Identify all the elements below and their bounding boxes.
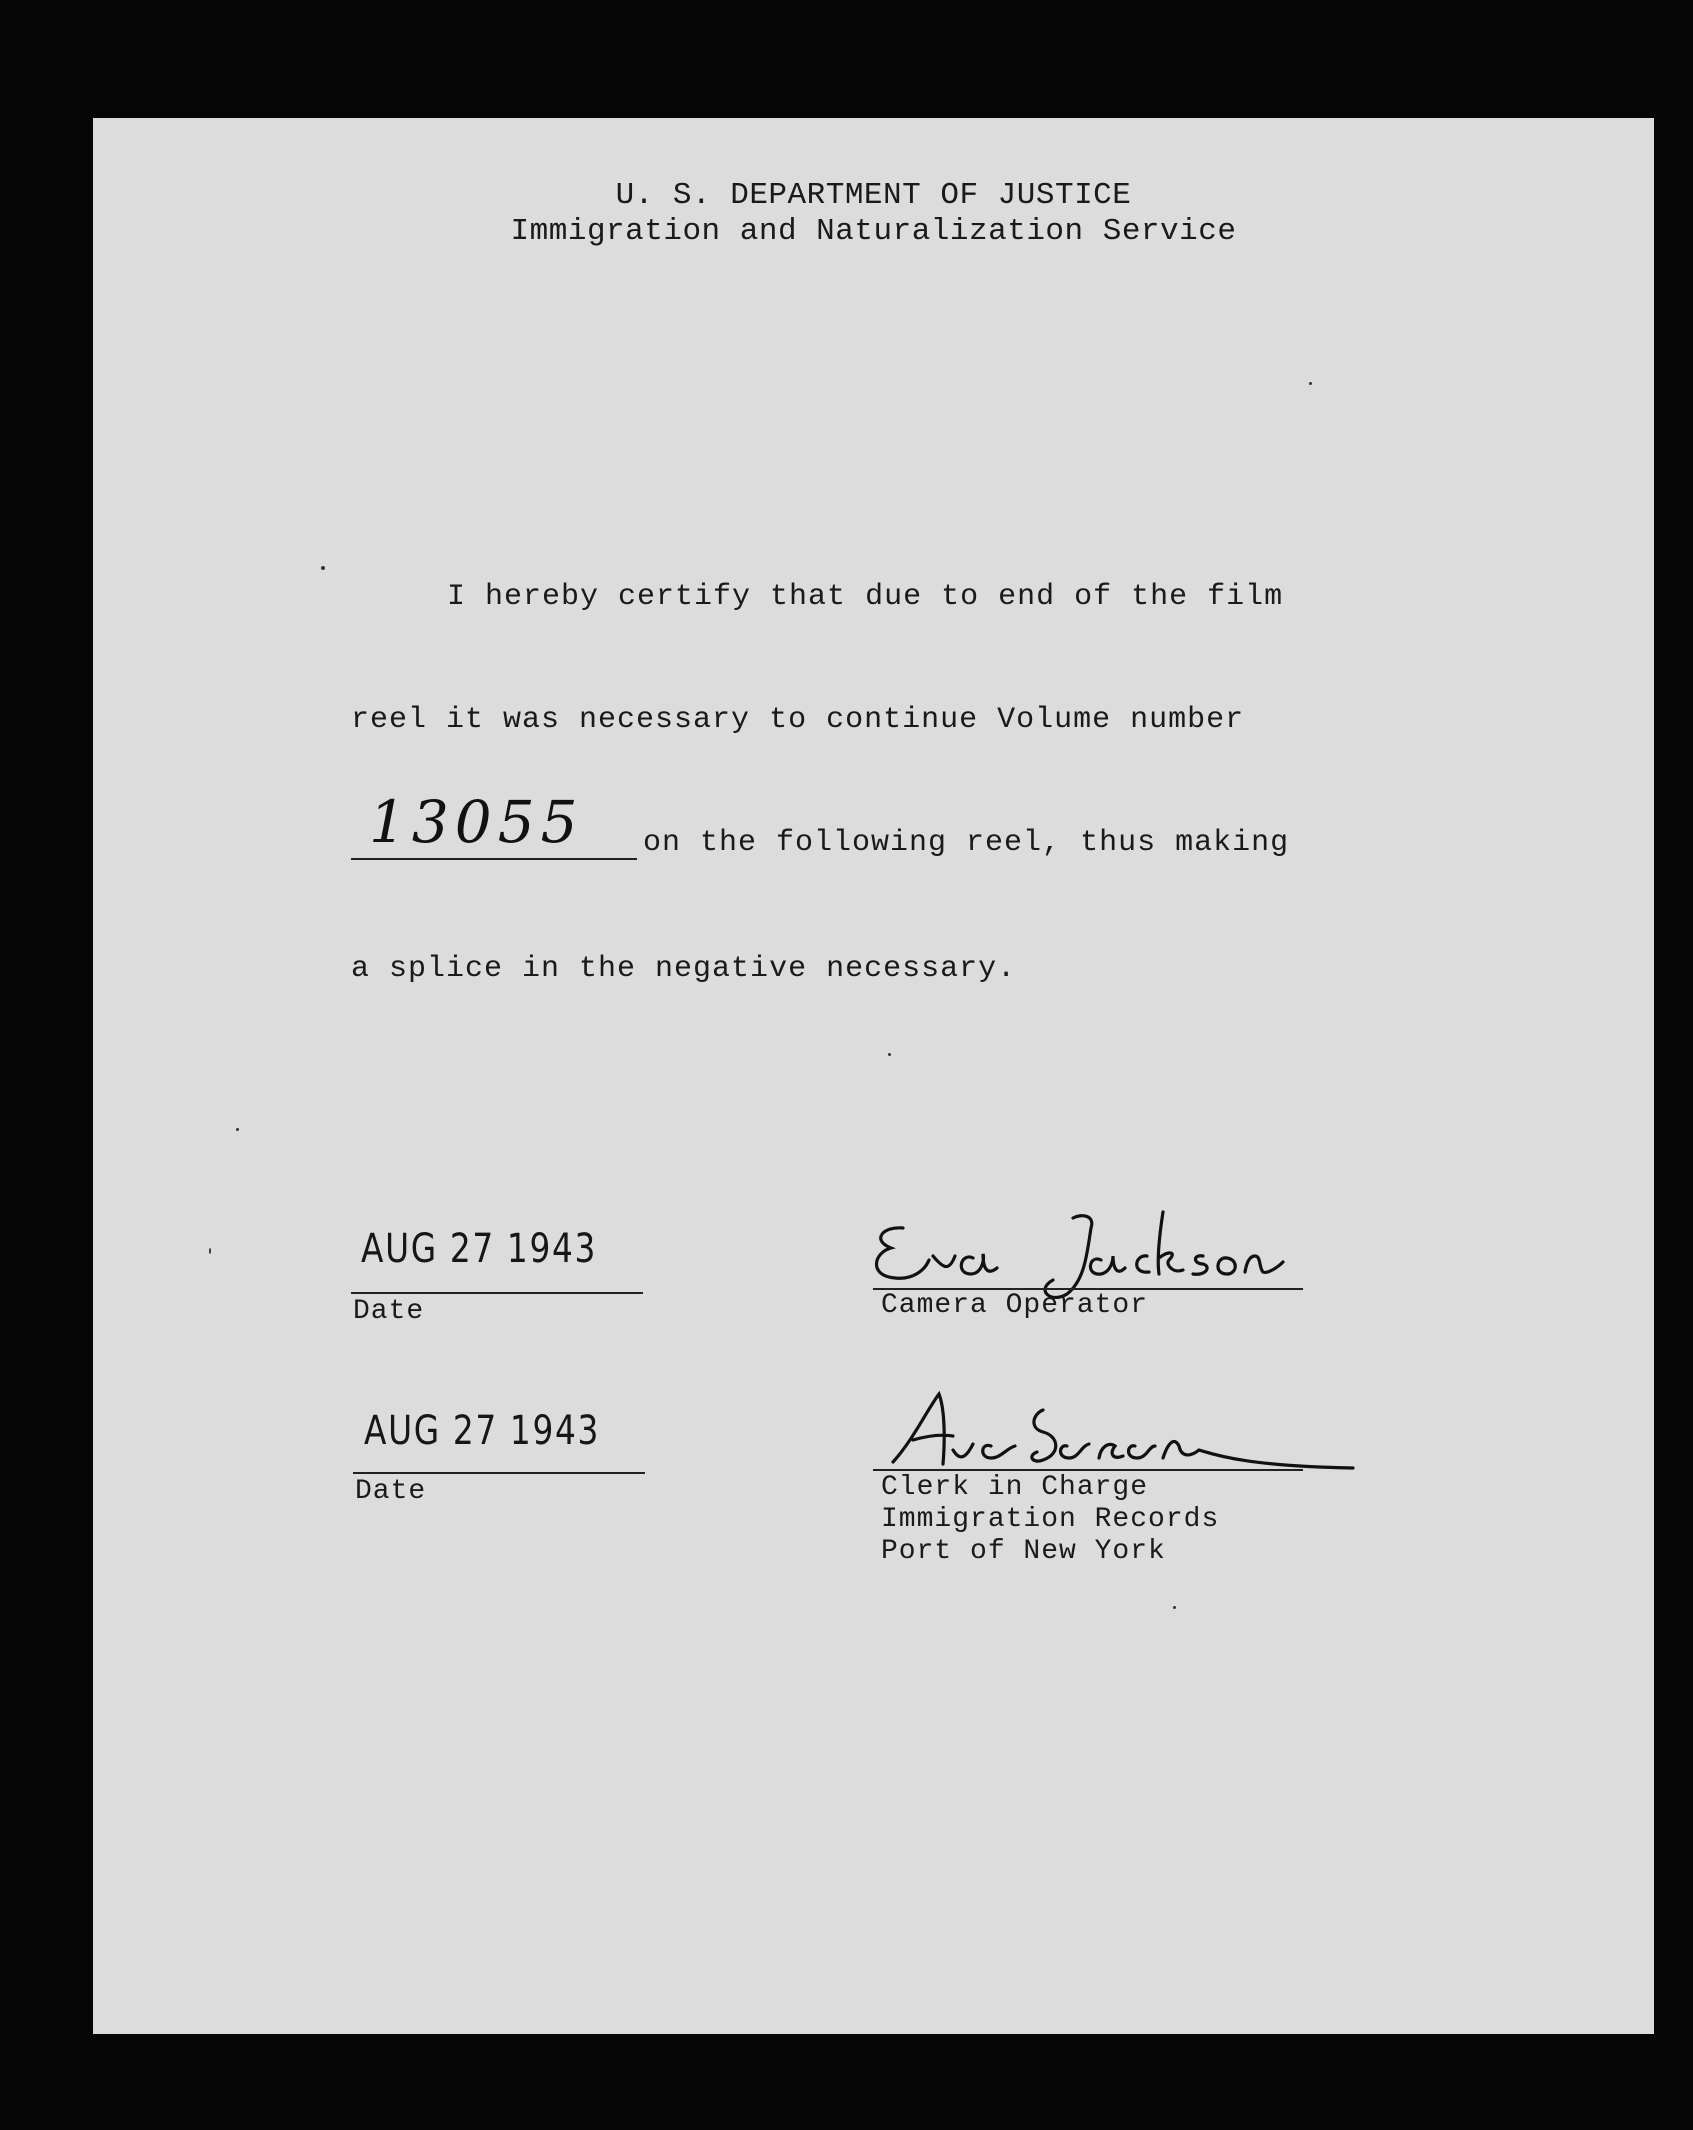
operator-date-stamp: AUG 27 1943 [361,1226,597,1272]
paper-sheet [93,118,1654,2034]
certificate-line-4: a splice in the negative necessary. [351,952,1017,986]
clerk-label-office: Immigration Records [881,1504,1220,1535]
scan-speck [209,1248,211,1254]
scan-speck [321,566,325,570]
scan-speck [236,1128,239,1131]
clerk-date-stamp: AUG 27 1943 [364,1408,600,1454]
certificate-line-3: on the following reel, thus making [643,826,1290,860]
clerk-signature [883,1380,1363,1480]
scan-speck [1309,382,1312,385]
clerk-label-port: Port of New York [881,1536,1166,1567]
department-heading: U. S. DEPARTMENT OF JUSTICE [615,178,1132,213]
operator-date-rule [351,1292,643,1294]
certificate-line-1: I hereby certify that due to end of the film [447,580,1284,614]
clerk-rule [873,1469,1303,1471]
volume-number-handwritten: 13055 [369,788,584,856]
clerk-label-title: Clerk in Charge [881,1472,1149,1503]
clerk-date-label: Date [355,1476,427,1507]
clerk-date-rule [353,1472,645,1474]
operator-date-label: Date [353,1296,425,1327]
service-heading: Immigration and Naturalization Service [510,214,1237,249]
certificate-line-2: reel it was necessary to continue Volume number [351,703,1245,737]
camera-operator-label: Camera Operator [881,1290,1149,1321]
volume-number-field [351,788,637,860]
scan-speck [888,1053,891,1056]
scan-speck [1173,1606,1176,1609]
